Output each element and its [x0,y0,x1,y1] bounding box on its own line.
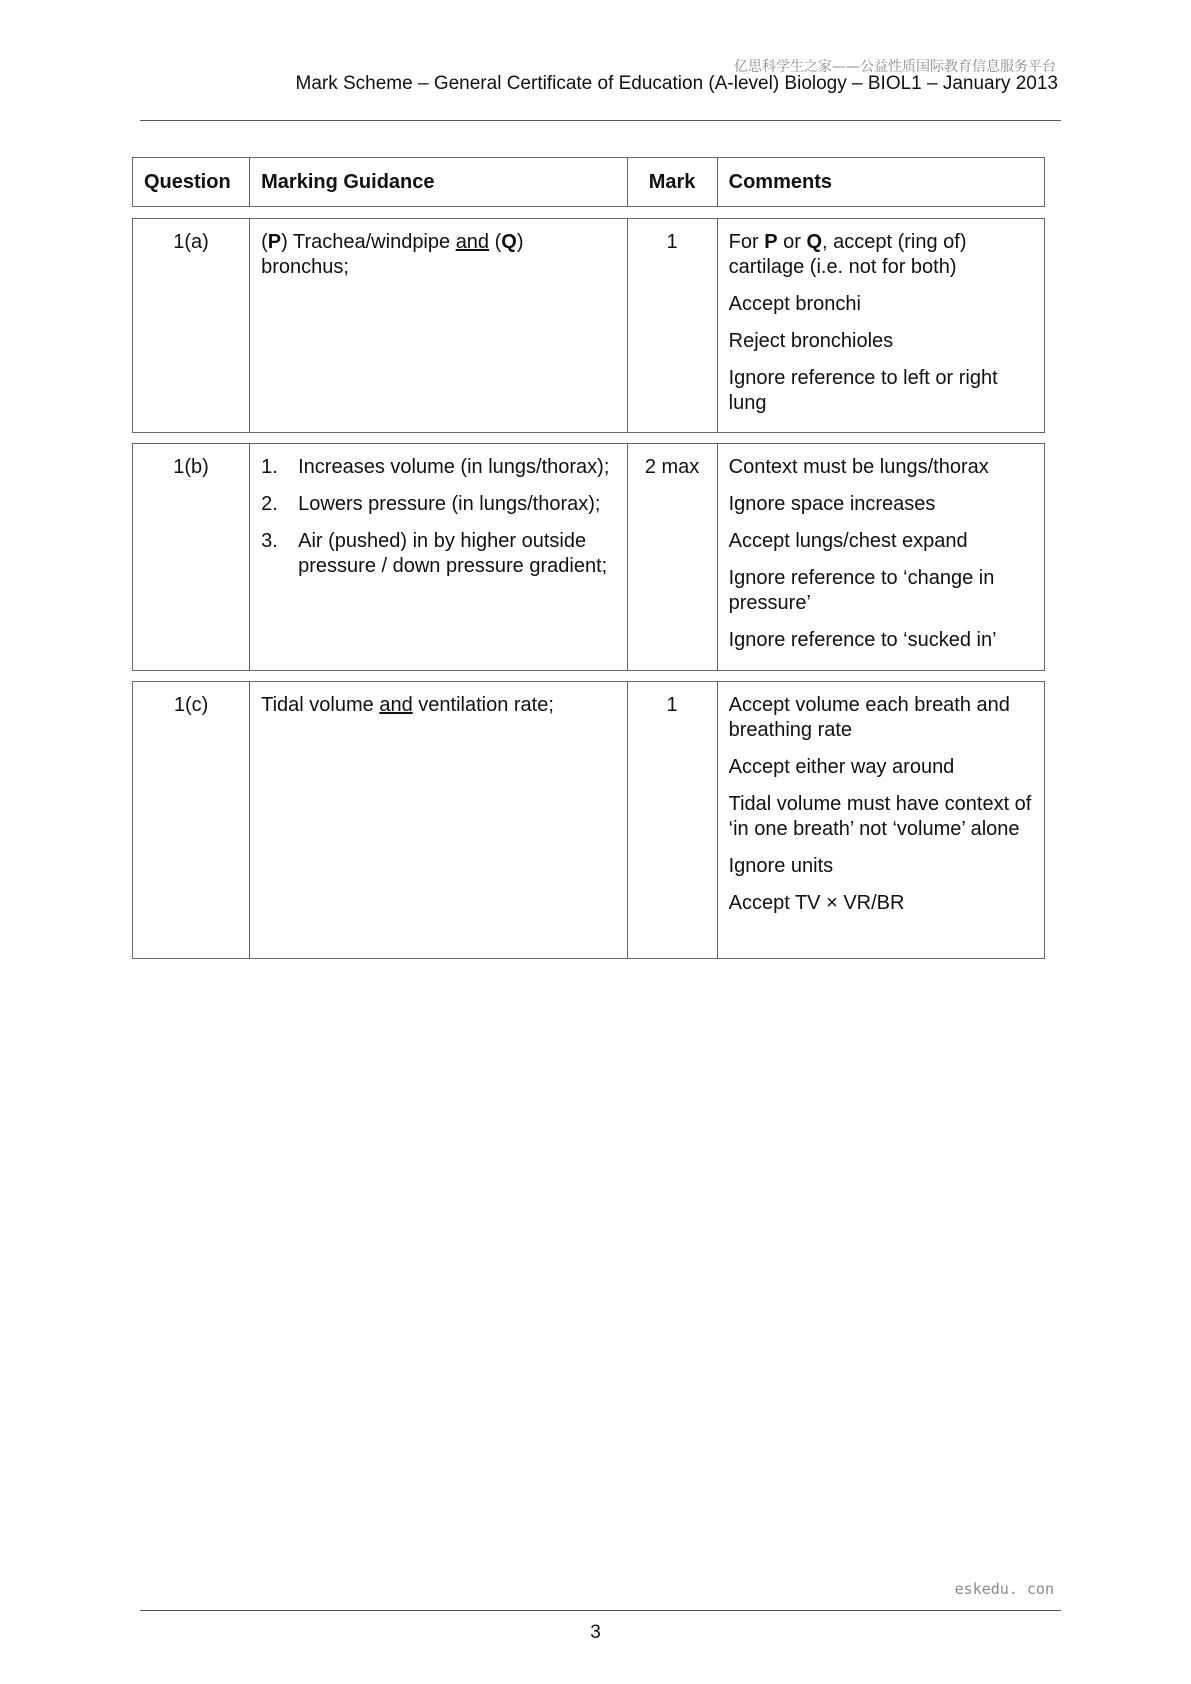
table-row-1a [132,218,1045,433]
comment-line: Accept volume each breath and breathing rate [728,694,1010,741]
comment-line: Reject bronchioles [728,330,894,352]
marking-guidance: (P) Trachea/windpipe and (Q) bronchus; [250,219,627,433]
comment-line: Accept lungs/chest expand [728,530,968,552]
comment-line: Context must be lungs/thorax [728,456,989,478]
question-number: 1(c) [133,682,250,959]
comment-line: Ignore space increases [728,493,936,515]
comments [717,219,1044,433]
question-number: 1(a) [133,219,250,433]
header-comments: Comments [717,158,1044,207]
header-marking-guidance: Marking Guidance [250,158,627,207]
marking-guidance: Tidal volume and ventilation rate; [250,682,627,959]
marking-point: 3. Air (pushed) in by higher outside pressure / down pressure gradient; [261,530,608,577]
page-number: 3 [590,1622,601,1643]
comment-line: Accept TV × VR/BR [728,892,905,914]
comment-line: Ignore reference to left or right lung [728,367,998,414]
comment-line: For P or Q, accept (ring of) cartilage (i.e. not for both) [728,231,967,278]
mark-value: 1 [627,219,717,433]
comments [717,444,1044,671]
comment-line: Tidal volume must have context of ‘in one breath’ not ‘volume’ alone [728,793,1032,840]
mark-value: 1 [627,682,717,959]
table-row-1c [132,681,1045,959]
marking-point: 1. Increases volume (in lungs/thorax); [261,456,610,478]
table-header-row [133,158,1045,207]
footer-divider [140,1610,1061,1611]
mark-value: 2 max [627,444,717,671]
header-question: Question [133,158,250,207]
table-row-1b [132,443,1045,671]
comment-line: Accept bronchi [728,293,861,315]
question-number: 1(b) [133,444,250,671]
mark-scheme-header-table [132,157,1045,207]
comment-line: Ignore units [728,855,834,877]
marking-point: 2. Lowers pressure (in lungs/thorax); [261,493,601,515]
header-divider [140,120,1061,121]
document-header-title: Mark Scheme – General Certificate of Education (A-level) Biology – BIOL1 – January 2013 [295,73,1058,94]
comments [717,682,1044,959]
footer-watermark: eskedu. con [954,1580,1054,1598]
marking-points-list [261,455,616,579]
comment-line: Ignore reference to ‘change in pressure’ [728,567,995,614]
header-mark: Mark [627,158,717,207]
marking-guidance [250,444,627,671]
comment-line: Ignore reference to ‘sucked in’ [728,629,997,651]
comment-line: Accept either way around [728,756,955,778]
header-watermark: 亿思科学生之家——公益性质国际教育信息服务平台 [734,59,1056,75]
